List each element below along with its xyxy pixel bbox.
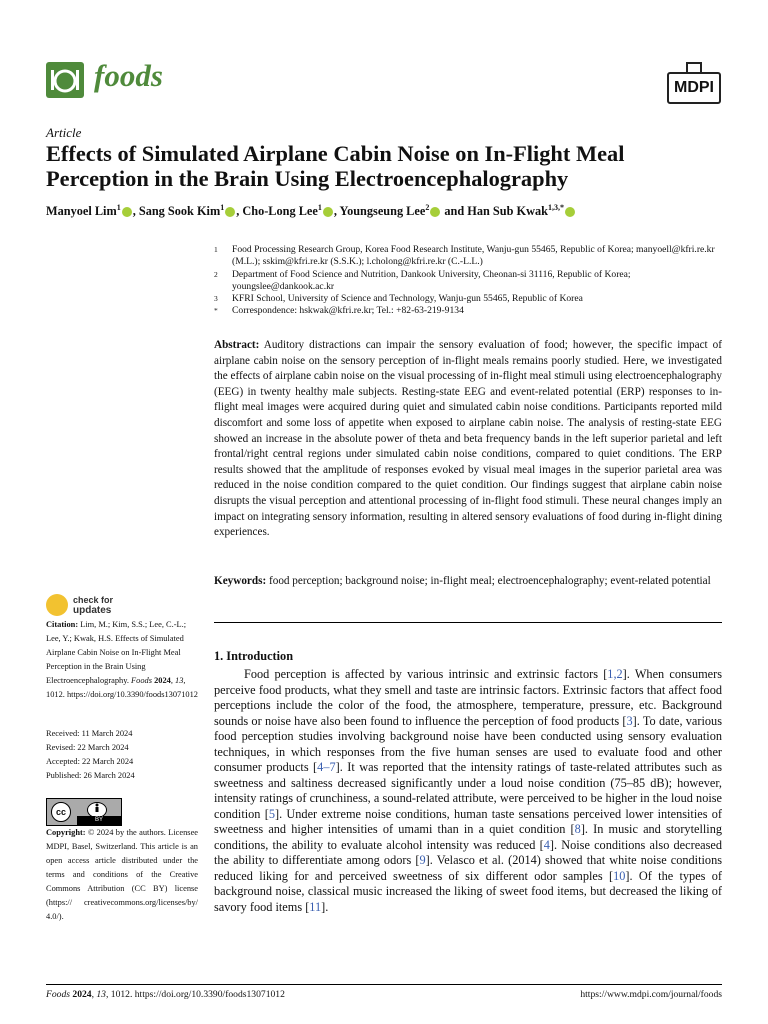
journal-name[interactable]: foods [94,58,163,93]
orcid-icon[interactable] [565,207,575,217]
citation-year: 2024 [154,676,171,685]
footer-journal: Foods [46,989,70,1000]
citation-doi[interactable]: , 1012. https://doi.org/10.3390/foods13071012 [46,676,198,699]
footer-journal-url[interactable]: https://www.mdpi.com/journal/foods [580,989,722,1000]
author-affil-sup: 1,3,* [547,203,564,212]
author-joiner: , [132,204,139,219]
affiliation-item [214,244,724,269]
author-name[interactable]: Cho-Long Lee [242,204,318,219]
citation-link[interactable]: 10 [613,868,626,883]
introduction-body [214,667,722,915]
author-list [46,203,726,219]
author-name[interactable]: Han Sub Kwak [467,204,548,219]
orcid-icon[interactable] [430,207,440,217]
citation-link[interactable]: 4 [543,837,550,852]
author-joiner: and [441,204,468,219]
affiliation-text: Department of Food Science and Nutrition, Dankook University, Cheonan-si 31116, Republic of Korea; youngslee@dankook.ac.kr [232,268,631,292]
abstract-label: Abstract: [214,339,260,351]
check-updates-line1: check for [73,595,114,605]
author-affil-sup: 1 [317,203,322,212]
citation-link[interactable]: 3 [626,713,633,728]
citation-link[interactable]: 8 [574,822,581,836]
copyright-text: © 2024 by the authors. Licensee MDPI, Basel, Switzerland. This article is an open access article distributed under the terms and conditions of the Creative Commons Attribution (CC BY) license (https:// creativecommons.org/licenses/by/ 4.0/). [46,828,198,921]
author-joiner: , [333,204,340,219]
section-heading: 1. Introduction [214,649,294,663]
citation-link[interactable]: 9 [419,853,426,867]
keywords-label: Keywords: [214,575,267,587]
citation-text: Lim, M.; Kim, S.S.; Lee, C.-L.; Lee, Y.; Kwak, H.S. Effects of Simulated Airplane Cabin Noise on In-Flight Meal Perception in the Brain Using Electroencephalography. [46,620,187,685]
footer-citation: Foods 2024, 13, 1012. https://doi.org/10.3390/foods13071012 [46,989,285,1000]
dates-block [46,727,198,783]
keywords-text: food perception; background noise; in-flight meal; electroencephalography; event-related potential [269,575,711,587]
citation-block: Citation: Lim, M.; Kim, S.S.; Lee, C.-L.; Lee, Y.; Kwak, H.S. Effects of Simulated Airplane Cabin Noise on In-Flight Meal Perception in the Brain Using Electroencephalography. Foods 2024, 13, 1012. https://doi.org/10.3390/foods13071012 [46,620,198,699]
citation-link[interactable]: 4–7 [317,760,336,774]
orcid-icon[interactable] [122,207,132,217]
cc-by-label: BY [77,816,121,825]
author-name[interactable]: Manyoel Lim [46,204,117,219]
publisher-logo[interactable]: MDPI [667,72,721,104]
citation-journal: Foods [131,676,152,685]
author-affil-sup: 1 [116,203,121,212]
citation-link[interactable]: 11 [309,899,322,914]
author-affil-sup: 2 [425,203,430,212]
date-received: Received: 11 March 2024 [46,729,133,738]
affiliation-marker: 1 [214,245,218,254]
orcid-icon[interactable] [323,207,333,217]
copyright-label: Copyright: [46,828,86,837]
affiliations [214,244,724,318]
citation-link[interactable]: 1,2 [607,667,623,681]
cc-icon: cc [51,802,71,822]
copyright-block [46,826,198,924]
affiliation-marker: * [214,306,218,316]
citation-label: Citation: [46,620,79,629]
footer-volume: 13 [96,989,106,1000]
affiliation-item [214,269,724,294]
abstract-text: Auditory distractions can impair the sensory evaluation of food; however, the specific impact of airplane cabin noise on the sensory perception of in-flight meals remains poorly studied. Here, we investigated the effects of airplane cabin noise on the visual processing of in-flight meal stimuli using electroencephalography (EEG) in twenty healthy male subjects. Resting-state EEG and event-related potential (ERP) responses to in-flight meal images were acquired during quiet and simulated cabin noise conditions. Participants reported mild discomfort and some loss of appetite when exposed to airplane cabin noise. The analysis of resting-state EEG showed an increase in the absolute power of theta and beta frequency bands in the left superior parietal and left frontal/right central regions under simulated cabin noise conditions, compared to quiet conditions. The ERP results showed that the amplitude of responses evoked by visual meal images in the superior parietal area was reduced in the noise condition compared to the quiet condition. Our findings suggest that airplane cabin noise disrupts the visual perception and attentional processing of in-flight food stimuli. These neural changes imply an impact on integrating sensory information, resulting in altered sensory evaluations of food during in-flight dining experiences. [214,339,722,539]
paragraph: Food perception is affected by various intrinsic and extrinsic factors [1,2]. When consumers perceive food products, what they smell and taste are intrinsic factors. Extrinsic factors that affect food perceptions include the color of the food, the atmosphere, temperature, pressure, etc. Background sounds or noise have also been found to influence the perception of food products [3]. To date, various food perception studies involving background noise have been conducted using sensory evaluation techniques, in which responses from the five human senses are used to evaluate food and other consumer products [4–7]. It was reported that the intensity ratings of taste-related attributes such as sweetness and saltiness decreased significantly under a loud noise condition (75–85 dB); however, intensity ratings of crunchiness, a sound-related attribute, were perceived to be higher in the loud noise condition [5]. Under extreme noise conditions, human taste sensations perceived lower intensities of sweetness and higher intensities of umami than in a quiet condition [8]. In music and storytelling conditions, the ability to evaluate alcohol intensity was reduced [4]. Noise conditions also decreased the ability to differentiate among odors [9]. Velasco et al. (2014) showed that white noise conditions reduced liking for and perceived sweetness of six different odor samples [10]. Of the types of background noise, classical music increased the liking of sweet food items, but decreased the liking of savory food items [11]. [214,667,723,914]
footer-doi[interactable]: , 1012. https://doi.org/10.3390/foods13071012 [105,989,285,1000]
orcid-icon[interactable] [225,207,235,217]
affiliation-item [214,305,724,317]
author-name[interactable]: Youngseung Lee [339,204,426,219]
date-accepted: Accepted: 22 March 2024 [46,757,134,766]
affiliation-marker: 3 [214,294,218,304]
section-divider [214,622,722,623]
author-joiner: , [236,204,243,219]
affiliation-text: Food Processing Research Group, Korea Food Research Institute, Wanju-gun 55465, Republic of Korea; manyoell@kfri.re.kr (M.L.); sskim@kfri.re.kr (S.S.K.); l.cholong@kfri.re.kr (C.-L.L.) [232,244,715,268]
article-type: Article [46,125,82,140]
date-revised: Revised: 22 March 2024 [46,743,129,752]
footer-divider [46,984,722,985]
affiliation-text: Correspondence: hskwak@kfri.re.kr; Tel.: +82-63-219-9134 [232,305,464,317]
author-name[interactable]: Sang Sook Kim [138,204,221,219]
cc-license-badge[interactable] [46,798,122,826]
date-published: Published: 26 March 2024 [46,771,135,780]
paper-title: Effects of Simulated Airplane Cabin Noise on In-Flight Meal Perception in the Brain Using Electroencephalography [46,141,625,191]
citation-volume: 13 [175,676,184,685]
citation-link[interactable]: 5 [268,806,275,821]
abstract [214,338,722,541]
keywords [214,574,722,590]
author-affil-sup: 1 [220,203,225,212]
affiliation-marker: 2 [214,269,218,279]
footer-year: 2024 [72,989,92,1000]
journal-logo-icon [46,62,84,98]
check-updates-icon [46,594,68,616]
affiliation-text: KFRI School, University of Science and Technology, Wanju-gun 55465, Republic of Korea [232,293,583,305]
affiliation-item [214,293,724,305]
check-updates-line2: updates [73,605,112,616]
check-for-updates-button[interactable] [46,594,166,618]
